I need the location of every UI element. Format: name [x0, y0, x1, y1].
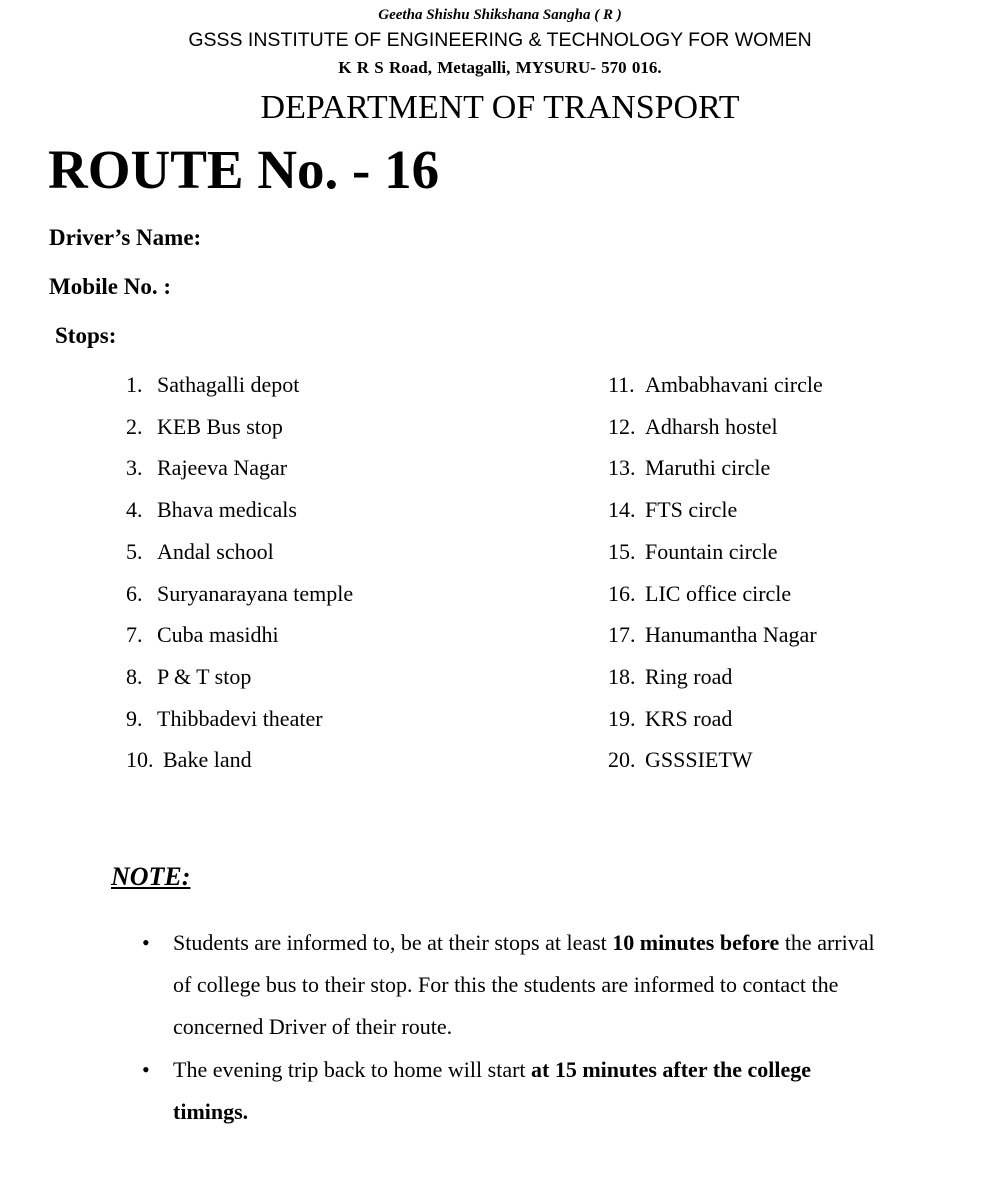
- stop-number: 19.: [608, 705, 636, 731]
- stop-item: [126, 747, 252, 773]
- stop-name: Ring road: [645, 663, 733, 689]
- note-heading: NOTE:: [111, 862, 191, 891]
- stop-number: 15.: [608, 538, 636, 564]
- stop-number: 13.: [608, 455, 636, 481]
- stop-name: Hanumantha Nagar: [645, 622, 817, 648]
- stop-name: P & T stop: [157, 663, 252, 689]
- stop-number: 5.: [126, 538, 143, 564]
- stop-number: 3.: [126, 455, 143, 481]
- stop-name: Thibbadevi theater: [157, 705, 323, 731]
- stop-item: [126, 372, 299, 398]
- stop-name: Sathagalli depot: [157, 372, 300, 397]
- note-text: The evening trip back to home will start: [173, 1057, 532, 1082]
- stop-item: [608, 455, 770, 481]
- stop-item: [126, 706, 323, 732]
- stop-number: 20.: [608, 747, 636, 773]
- stop-item: [126, 455, 287, 481]
- note-bullet-1: [173, 922, 973, 1048]
- stop-item: [608, 622, 817, 648]
- stop-name: Andal school: [157, 538, 274, 564]
- stops-label: Stops:: [55, 323, 117, 348]
- stop-number: 8.: [126, 663, 143, 689]
- bullet-dot-icon: •: [142, 1057, 150, 1082]
- stop-number: 7.: [126, 622, 143, 648]
- stop-number: 12.: [608, 413, 636, 439]
- note-text: the arrival: [779, 930, 875, 955]
- stop-name: Fountain circle: [645, 538, 778, 564]
- stop-item: [608, 372, 823, 398]
- note-emphasis: timings.: [173, 1099, 249, 1124]
- note-emphasis: at 15 minutes after the college: [531, 1057, 812, 1082]
- stop-item: [608, 539, 778, 565]
- institute-address: K R S Road, Metagalli, MYSURU- 570 016.: [338, 58, 662, 77]
- stop-number: 2.: [126, 413, 143, 439]
- stop-name: KEB Bus stop: [157, 413, 283, 439]
- stop-name: GSSSIETW: [645, 747, 753, 773]
- stop-item: [608, 414, 778, 440]
- route-title: ROUTE No. - 16: [48, 139, 440, 200]
- stop-item: [608, 747, 753, 773]
- stop-number: 4.: [126, 497, 143, 523]
- institute-name: GSSS INSTITUTE OF ENGINEERING & TECHNOLOGY FOR WOMEN: [188, 29, 812, 51]
- note-emphasis: 10 minutes before: [612, 930, 780, 955]
- stop-number: 18.: [608, 663, 636, 689]
- stop-number: 11.: [608, 372, 635, 397]
- stop-item: [126, 414, 283, 440]
- stop-item: [608, 706, 732, 732]
- stop-name: Bhava medicals: [157, 497, 297, 523]
- stop-item: [126, 497, 297, 523]
- stop-name: Rajeeva Nagar: [157, 455, 288, 481]
- stop-name: LIC office circle: [645, 580, 792, 606]
- note-bullet-2: [173, 1049, 973, 1133]
- stop-name: Maruthi circle: [645, 455, 771, 481]
- stop-number: 14.: [608, 497, 636, 523]
- mobile-number-label: Mobile No. :: [49, 274, 172, 299]
- stop-name: Bake land: [163, 747, 252, 773]
- stop-name: Ambabhavani circle: [645, 372, 823, 397]
- stop-number: 9.: [126, 705, 143, 731]
- stop-name: FTS circle: [645, 497, 738, 523]
- stop-item: [608, 581, 791, 607]
- stop-number: 1.: [126, 372, 143, 397]
- stop-number: 16.: [608, 580, 636, 606]
- stop-number: 10.: [126, 747, 154, 773]
- stop-item: [126, 581, 353, 607]
- stop-item: [608, 664, 732, 690]
- stop-name: Adharsh hostel: [645, 413, 778, 439]
- note-text: concerned Driver of their route.: [173, 1014, 453, 1039]
- note-text: of college bus to their stop. For this the students are informed to contact the: [173, 972, 839, 997]
- stop-number: 17.: [608, 622, 636, 648]
- stop-item: [126, 539, 274, 565]
- stop-item: [126, 664, 251, 690]
- society-name: Geetha Shishu Shikshana Sangha ( R ): [378, 7, 622, 23]
- bullet-dot-icon: •: [142, 930, 150, 955]
- note-text: Students are informed to, be at their stops at least: [173, 930, 613, 955]
- stop-item: [608, 497, 737, 523]
- stop-name: Suryanarayana temple: [157, 580, 354, 606]
- stop-name: KRS road: [645, 705, 733, 731]
- department-title: DEPARTMENT OF TRANSPORT: [260, 89, 740, 126]
- drivers-name-label: Driver’s Name:: [49, 225, 202, 250]
- stop-name: Cuba masidhi: [157, 622, 279, 648]
- stop-item: [126, 622, 279, 648]
- stop-number: 6.: [126, 580, 143, 606]
